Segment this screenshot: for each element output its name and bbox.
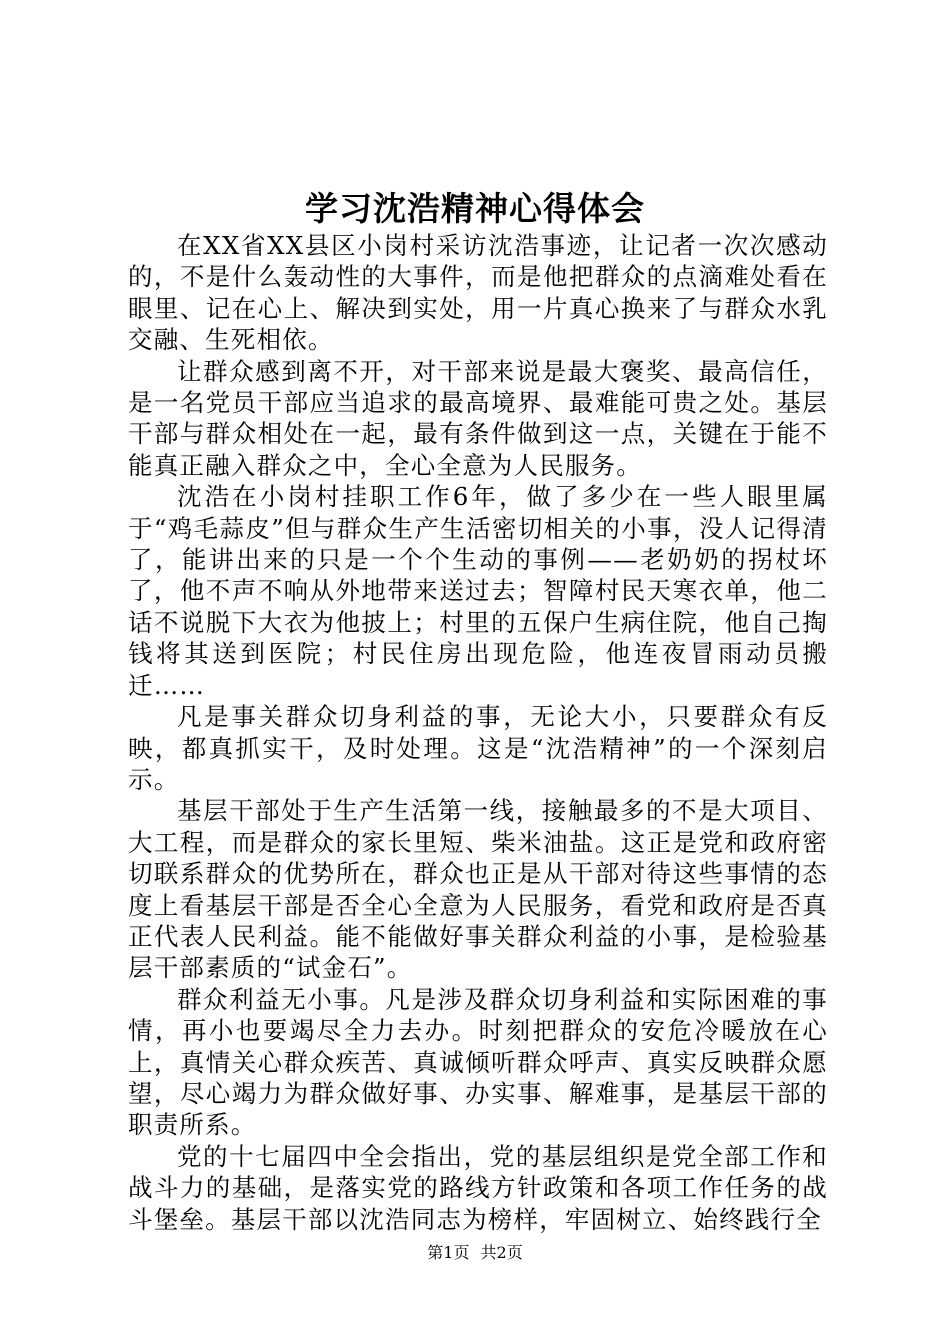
document-title: 学习沈浩精神心得体会 xyxy=(305,189,645,228)
paragraph: 群众利益无小事。凡是涉及群众切身利益和实际困难的事情，再小也要竭尽全力去办。时刻把群众的安危冷暖放在心上，真情关心群众疾苦、真诚倾听群众呼声、真实反映群众愿望，尽心竭力为群众做好事、办实事、解难事，是基层干部的职责所系。 xyxy=(128,984,828,1140)
paragraph: 基层干部处于生产生活第一线，接触最多的不是大项目、大工程，而是群众的家长里短、柴米油盐。这正是党和政府密切联系群众的优势所在，群众也正是从干部对待这些事情的态度上看基层干部是否全心全意为人民服务，看党和政府是否真正代表人民利益。能不能做好事关群众利益的小事，是检验基层干部素质的“试金石”。 xyxy=(128,796,828,983)
paragraph: 沈浩在小岗村挂职工作6年，做了多少在一些人眼里属于“鸡毛蒜皮”但与群众生产生活密切相关的小事，没人记得清了，能讲出来的只是一个个生动的事例——老奶奶的拐杖坏了，他不声不响从外地带来送过去；智障村民天寒衣单，他二话不说脱下大衣为他披上；村里的五保户生病住院，他自己掏钱将其送到医院；村民住房出现危险，他连夜冒雨动员搬迁…… xyxy=(128,482,828,700)
paragraph: 党的十七届四中全会指出，党的基层组织是党全部工作和战斗力的基础，是落实党的路线方针政策和各项工作任务的战斗堡垒。基层干部以沈浩同志为榜样，牢固树立、始终践行全 xyxy=(128,1141,828,1234)
paragraph: 凡是事关群众切身利益的事，无论大小，只要群众有反映，都真抓实干，及时处理。这是“沈浩精神”的一个深刻启示。 xyxy=(128,702,828,794)
page-number: 第1页 xyxy=(427,1243,470,1262)
paragraph: 在XX省XX县区小岗村采访沈浩事迹，让记者一次次感动的，不是什么轰动性的大事件，而是他把群众的点滴难处看在眼里、记在心上、解决到实处，用一片真心换来了与群众水乳交融、生死相依。 xyxy=(128,231,828,355)
document-body xyxy=(128,230,828,1235)
page-footer xyxy=(0,1243,950,1263)
paragraph: 让群众感到离不开，对干部来说是最大褒奖、最高信任，是一名党员干部应当追求的最高境界、最难能可贵之处。基层干部与群众相处在一起，最有条件做到这一点，关键在于能不能真正融入群众之中，全心全意为人民服务。 xyxy=(128,356,828,480)
page-total: 共2页 xyxy=(480,1243,523,1262)
